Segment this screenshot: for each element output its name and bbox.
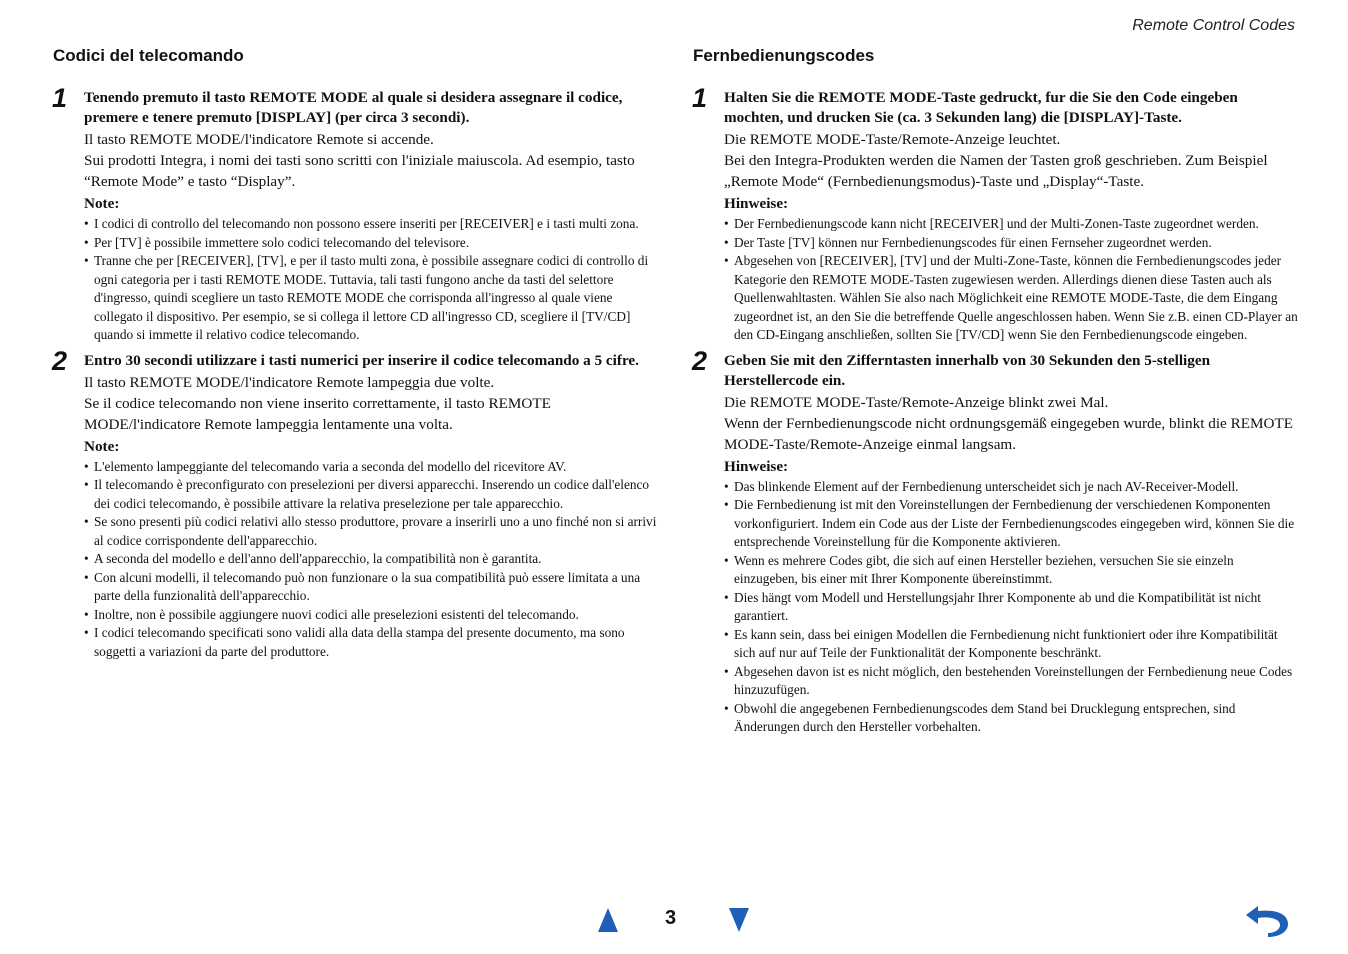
notes-list — [84, 458, 663, 662]
note-item: • Das blinkende Element auf der Fernbedienung unterscheidet sich je nach AV-Receiver-Modell. — [724, 478, 1298, 497]
note-item: • Per [TV] è possibile immettere solo codici telecomando del televisore. — [84, 234, 663, 253]
notes-heading: Note: — [84, 437, 120, 455]
note-item: • Il telecomando è preconfigurato con preselezioni per diversi apparecchi. Inserendo un codice dall'elenco dei codici telecomando, è possibile attivare la relativa preselezione per tale apparecchio. — [84, 476, 663, 513]
steps-german — [692, 83, 1298, 737]
notes-heading: Hinweise: — [724, 195, 789, 212]
right-column — [693, 46, 1298, 737]
page-number: 3 — [665, 907, 677, 929]
step-paragraph: Die REMOTE MODE-Taste/Remote-Anzeige leuchtet. — [724, 131, 1061, 148]
step-2 — [692, 345, 1298, 737]
note-item: • L'elemento lampeggiante del telecomando varia a seconda del modello del ricevitore AV. — [84, 458, 663, 477]
note-item: • Se sono presenti più codici relativi allo stesso produttore, provare a inserirli uno a uno finché non si arrivi al codice corrispondente dell'apparecchio. — [84, 513, 663, 550]
step-paragraph: Die REMOTE MODE-Taste/Remote-Anzeige blinkt zwei Mal. — [724, 393, 1109, 411]
note-item: • Es kann sein, dass bei einigen Modellen die Fernbedienung nicht funktioniert oder ihre Kompatibilität sich auf nur auf Teile der Funktionalität der Komponente beschränkt. — [724, 626, 1298, 663]
note-item: • A seconda del modello e dell'anno dell'apparecchio, la compatibilità non è garantita. — [84, 550, 663, 569]
step-paragraph: Bei den Integra-Produkten werden die Namen der Tasten groß geschrieben. Zum Beispiel „Remote Mode“ (Fernbedienungsmodus)-Taste und „Display“-Taste. — [724, 152, 1268, 190]
note-item: • Wenn es mehrere Codes gibt, die sich auf einen Hersteller beziehen, versuchen Sie sie einzeln einzugeben, bis einer mit Ihrer Komponente übereinstimmt. — [724, 552, 1298, 589]
step-number: 1 — [692, 83, 708, 113]
notes-list — [724, 215, 1298, 345]
note-item: • I codici di controllo del telecomando non possono essere inseriti per [RECEIVER] e i tasti multi zona. — [84, 215, 663, 234]
steps-italian — [52, 83, 663, 661]
note-item: • Abgesehen von [RECEIVER], [TV] und der Multi-Zone-Taste, können die Fernbedienungscodes jeder Kategorie den REMOTE MODE-Tasten zugewiesen werden. Allerdings dienen diese Tasten auch als Quellenwahltasten. Wählen Sie also nach Möglichkeit eine REMOTE MODE-Taste, die dem Eingang zugeordnet ist, an den Sie die betreffende Quelle angeschlossen haben. Wenn Sie z.B. einen CD-Player an den CD-Eingang anschließen, sollten Sie [TV/CD] wenn Sie den Fernbedienungscode eingeben. — [724, 252, 1298, 345]
running-header: Remote Control Codes — [1132, 17, 1295, 34]
step-paragraph: Sui prodotti Integra, i nomi dei tasti sono scritti con l'iniziale maiuscola. Ad esempio, tasto “Remote Mode” e tasto “Display”. — [84, 152, 635, 190]
note-item: • Inoltre, non è possibile aggiungere nuovi codici alle preselezioni esistenti del telecomando. — [84, 606, 663, 625]
note-item: • Der Fernbedienungscode kann nicht [RECEIVER] und der Multi-Zonen-Taste zugeordnet werden. — [724, 215, 1298, 234]
step-number: 1 — [52, 83, 68, 113]
section-title-german: Fernbedienungscodes — [693, 46, 875, 65]
step-number: 2 — [52, 345, 68, 376]
triangle-up-icon[interactable] — [597, 906, 619, 934]
step-paragraph: Wenn der Fernbedienungscode nicht ordnungsgemäß eingegeben wurde, blinkt die REMOTE MODE-Taste/Remote-Anzeige einmal langsam. — [724, 414, 1294, 453]
note-item: • Con alcuni modelli, il telecomando può non funzionare o la sua compatibilità può essere limitata a una parte della funzionalità dell'apparecchio. — [84, 569, 663, 606]
left-column — [53, 46, 663, 661]
section-title-italian: Codici del telecomando — [53, 46, 244, 65]
note-item: • Abgesehen davon ist es nicht möglich, den bestehenden Voreinstellungen der Fernbedienung neue Codes hinzuzufügen. — [724, 663, 1298, 700]
step-paragraph: Il tasto REMOTE MODE/l'indicatore Remote lampeggia due volte. — [84, 373, 495, 391]
step-title: Entro 30 secondi utilizzare i tasti numerici per inserire il codice telecomando a 5 cifre. — [84, 351, 639, 369]
step-paragraph: Il tasto REMOTE MODE/l'indicatore Remote si accende. — [84, 131, 434, 148]
note-item: • Dies hängt vom Modell und Herstellungsjahr Ihrer Komponente ab und die Kompatibilität ist nicht garantiert. — [724, 589, 1298, 626]
note-item: • Tranne che per [RECEIVER], [TV], e per il tasto multi zona, è possibile assegnare codici di controllo di ogni categoria per i tasti REMOTE MODE. Tuttavia, tali tasti fungono anche da tasti del selettore d'ingresso, quindi scegliere un tasto REMOTE MODE che corrisponda all'ingresso al quale viene collegato il dispositivo. Per esempio, se si collega il lettore CD all'ingresso CD, scegliere il [TV/CD] quando si immette il relativo codice telecomando. — [84, 252, 663, 345]
step-paragraph: Se il codice telecomando non viene inserito correttamente, il tasto REMOTE MODE/l'indicatore Remote lampeggia lentamente una volta. — [84, 394, 551, 433]
notes-heading: Note: — [84, 195, 120, 212]
note-item: • Obwohl die angegebenen Fernbedienungscodes dem Stand bei Drucklegung entsprechen, sind Änderungen durch den Hersteller vorbehalten. — [724, 700, 1298, 737]
note-item: • I codici telecomando specificati sono validi alla data della stampa del presente documento, ma sono soggetti a variazioni da parte del produttore. — [84, 624, 663, 661]
footer-navigation — [0, 900, 1348, 940]
triangle-down-icon[interactable] — [728, 906, 750, 934]
note-item: • Der Taste [TV] können nur Fernbedienungscodes für einen Fernseher zugeordnet werden. — [724, 234, 1298, 253]
step-2 — [52, 345, 663, 662]
step-title: Halten Sie die REMOTE MODE-Taste gedruckt, fur die Sie den Code eingeben mochten, und drucken Sie (ca. 3 Sekunden lang) die [DISPLAY]-Taste. — [724, 89, 1238, 126]
step-1 — [52, 83, 663, 345]
notes-list — [724, 478, 1298, 737]
return-arrow-icon[interactable] — [1244, 900, 1292, 938]
notes-list — [84, 215, 663, 345]
step-title: Tenendo premuto il tasto REMOTE MODE al quale si desidera assegnare il codice, premere e tenere premuto [DISPLAY] (per circa 3 secondi). — [84, 89, 623, 126]
step-1 — [692, 83, 1298, 345]
step-title: Geben Sie mit den Zifferntasten innerhalb von 30 Sekunden den 5-stelligen Herstellercode ein. — [724, 351, 1211, 389]
note-item: • Die Fernbedienung ist mit den Voreinstellungen der Fernbedienung der verschiedenen Komponenten vorkonfiguriert. Indem ein Code aus der Liste der Fernbedienungscodes eingegeben wird, können Sie die entsprechende Voreinstellung für die Komponente aktivieren. — [724, 496, 1298, 552]
notes-heading: Hinweise: — [724, 457, 789, 475]
step-number: 2 — [692, 345, 708, 376]
